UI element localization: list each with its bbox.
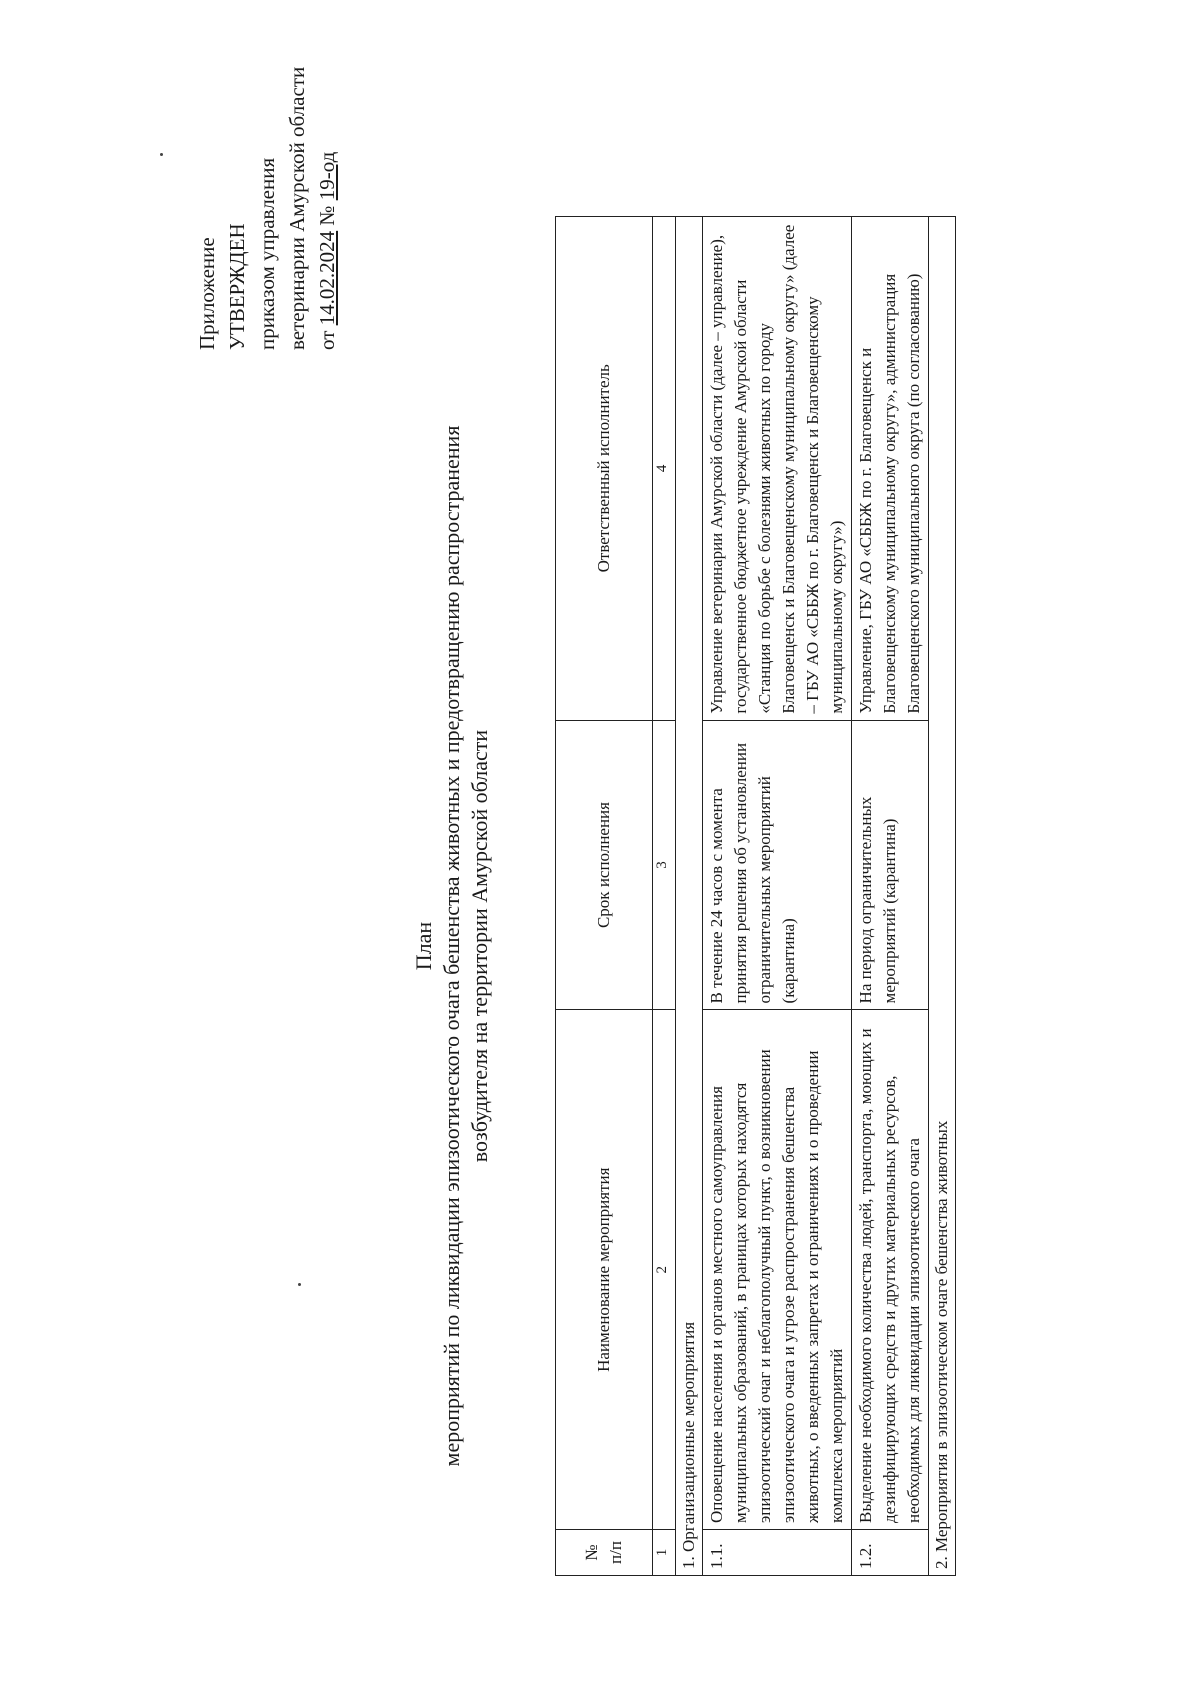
table-row <box>852 217 929 1576</box>
title-line-2: возбудителя на территории Амурской области <box>467 729 492 1163</box>
approval-order-by: приказом управления <box>255 157 279 350</box>
section-title: 2. Мероприятия в эпизоотическом очаге бешенства животных <box>929 217 956 1576</box>
row-deadline: На период ограничительных мероприятий (карантина) <box>852 720 929 1010</box>
row-number: 1.2. <box>852 1530 929 1576</box>
approval-department: ветеринарии Амурской области <box>285 66 309 350</box>
approval-number: 19-од <box>315 151 339 201</box>
column-number: 1 <box>653 1530 676 1576</box>
title-line-1: мероприятий по ликвидации эпизоотического очага бешенства животных и предотвращению распространения <box>439 425 464 1467</box>
header-responsible: Ответственный исполнитель <box>556 217 653 721</box>
approval-date-prefix: от <box>315 330 339 350</box>
column-number: 3 <box>653 720 676 1010</box>
scan-speck <box>298 1283 301 1286</box>
header-deadline: Срок исполнения <box>556 720 653 1010</box>
column-numbers-row <box>653 217 676 1576</box>
header-name: Наименование мероприятия <box>556 1010 653 1530</box>
plan-table <box>555 216 956 1576</box>
approval-appendix: Приложение <box>195 237 219 350</box>
approval-block <box>192 67 342 350</box>
approval-number-sign: № <box>315 205 339 226</box>
section-row <box>929 217 956 1576</box>
row-responsible: Управление, ГБУ АО «СББЖ по г. Благовещенск и Благовещенскому муниципальному округу», администрация Благовещенского муниципального округа (по согласованию) <box>852 217 929 721</box>
column-number: 4 <box>653 217 676 721</box>
row-name: Выделение необходимого количества людей, транспорта, моющих и дезинфицирующих средств и других материальных ресурсов, необходимых для ликвидации эпизоотического очага <box>852 1010 929 1530</box>
section-title: 1. Организационные мероприятия <box>676 217 703 1576</box>
header-number: № п/п <box>556 1530 653 1576</box>
approval-date: 14.02.2024 <box>315 230 339 326</box>
row-name: Оповещение населения и органов местного самоуправления муниципальных образований, в границах которых находятся эпизоотический очаг и неблагополучный пункт, о возникновении эпизоотического очага и угрозе распространения бешенства животных, о введенных запретах и ограничениях и о проведении комплекса мероприятий <box>703 1010 852 1530</box>
scan-speck <box>160 153 163 156</box>
table-row <box>703 217 852 1576</box>
section-row <box>676 217 703 1576</box>
row-responsible: Управление ветеринарии Амурской области (далее – управление), государственное бюджетное учреждение Амурской области «Станция по борьбе с болезнями животных по городу Благовещенск и Благовещенскому муниципальному округу» (далее – ГБУ АО «СББЖ по г. Благовещенск и Благовещенскому муниципальному округу») <box>703 217 852 721</box>
row-deadline: В течение 24 часов с момента принятия решения об установлении ограничительных мероприятий (карантина) <box>703 720 852 1010</box>
approval-approved: УТВЕРЖДЕН <box>225 223 249 350</box>
title-heading: План <box>411 921 436 971</box>
approval-date-line <box>312 67 342 350</box>
document-title <box>410 296 494 1596</box>
column-number: 2 <box>653 1010 676 1530</box>
table-header-row <box>556 217 653 1576</box>
row-number: 1.1. <box>703 1530 852 1576</box>
